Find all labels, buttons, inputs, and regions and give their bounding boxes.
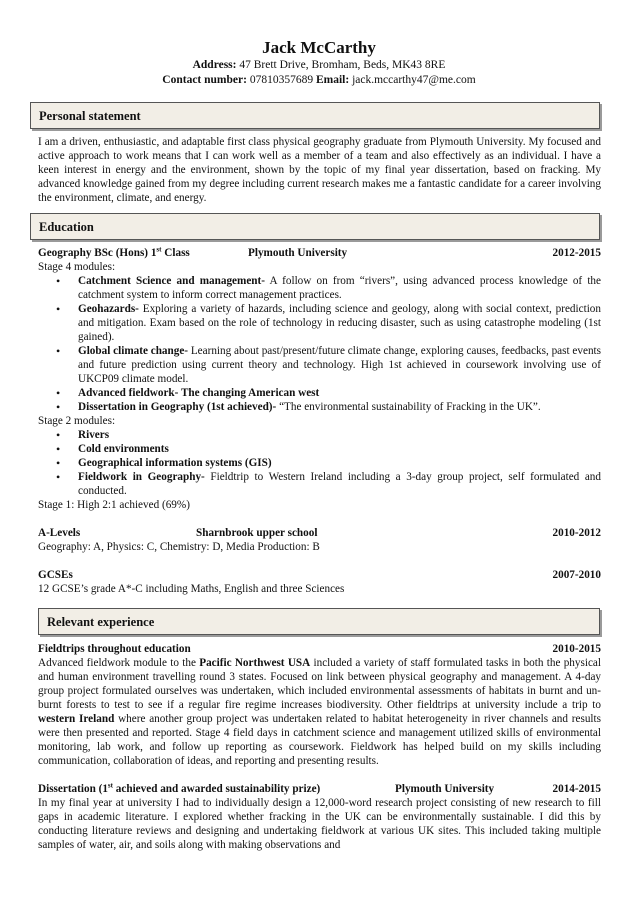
stage2-label: Stage 2 modules: <box>38 415 116 427</box>
section-title: Education <box>39 219 94 234</box>
list-item: • Catchment Science and management- A follow on from “rivers”, using advanced process knowledge of the catchment system to inform correct management practices. <box>38 274 601 302</box>
gcses-detail: 12 GCSE’s grade A*-C including Maths, English and three Sciences <box>38 583 345 595</box>
section-personal-statement <box>30 102 600 129</box>
address-value: 47 Brett Drive, Bromham, Beds, MK43 8RE <box>239 59 446 71</box>
fieldtrips-dates: 2010-2015 <box>552 643 601 655</box>
alevels-dates: 2010-2012 <box>552 527 601 539</box>
alevels-detail: Geography: A, Physics: C, Chemistry: D, Media Production: B <box>38 541 320 553</box>
alevels-institution: Sharnbrook upper school <box>196 527 318 539</box>
fieldtrips-row <box>38 642 601 656</box>
phone-value: 07810357689 <box>249 74 314 86</box>
section-education <box>30 213 600 240</box>
section-relevant-experience <box>38 608 600 635</box>
list-item: • Rivers <box>38 428 601 442</box>
address-line <box>0 58 638 73</box>
degree-dates: 2012-2015 <box>552 247 601 259</box>
personal-statement-text: I am a driven, enthusiastic, and adaptable first class physical geography graduate from Plymouth University. My focused and active approach to work means that I can work well as a member of a team and also effectively as an individual. I have a keen interest in energy and the environment, shown by the topic of my final year dissertation, based on fracking. My advanced knowledge gained from my degree including current research makes me a fantastic candidate for a career involving the environment, climate, and energy. <box>38 136 601 204</box>
list-item: • Fieldwork in Geography- Fieldtrip to Western Ireland including a 3-day group project, self formulated and conducted. <box>38 470 601 498</box>
alevels-row <box>38 526 601 540</box>
dissertation-institution: Plymouth University <box>395 783 495 795</box>
contact-line <box>0 73 638 88</box>
experience-block <box>38 642 601 852</box>
address-label: Address: <box>192 59 237 71</box>
list-item: • Cold environments <box>38 442 601 456</box>
stage2-list <box>38 428 601 498</box>
list-item: • Geographical information systems (GIS) <box>38 456 601 470</box>
alevels-title: A-Levels <box>38 527 81 539</box>
education-block <box>38 246 601 596</box>
fieldtrips-text: Advanced fieldwork module to the Pacific Northwest USA included a variety of staff formulated tasks in both the physical and human environment travelling round 3 states. Focused on link between physical geography and management. A 4-day group project formulated ourselves was undertaken, which included environmental assessments of habitats in burnt and un-burnt forests to test to see if a regular fire regime increases biodiversity. Other fieldtrips at university include a trip to western Ireland where another group project was undertaken related to habitat heterogeneity in river channels and results were then presented and reported. Stage 4 field days in catchment science and management utilized skills of environmental monitoring, lab work, and follow up reporting as coursework. Fieldwork has helped build on my skills including communication, collaboration of ideas, and reporting and presenting results. <box>38 657 601 767</box>
gcses-row <box>38 568 601 582</box>
stage4-label: Stage 4 modules: <box>38 261 116 273</box>
dissertation-text: In my final year at university I had to individually design a 12,000-word research project consisting of new research to fill gaps in academic literature. I explored whether fracking in the UK can be environmentally sustainable. I did this by conducting literature reviews and designing and undertaking fieldwork at various UK sites. This included taking multiple samples of water, air, and soils along with making observations and <box>38 797 601 851</box>
cv-header <box>0 0 638 88</box>
candidate-name: Jack McCarthy <box>262 38 376 57</box>
contact-label: Contact number: <box>162 74 247 86</box>
gcses-dates: 2007-2010 <box>552 569 601 581</box>
list-item: • Global climate change- Learning about past/present/future climate change, exploring causes, feedbacks, past events and future prediction using current theory and technology. High 1st achieved in coursework involving use of UKCP09 climate model. <box>38 344 601 386</box>
stage4-list <box>38 274 601 414</box>
gcses-title: GCSEs <box>38 569 73 581</box>
list-item: • Advanced fieldwork- The changing American west <box>38 386 601 400</box>
degree-row <box>38 246 601 260</box>
degree-institution: Plymouth University <box>248 247 348 259</box>
section-title: Relevant experience <box>47 614 155 629</box>
dissertation-dates: 2014-2015 <box>552 783 601 795</box>
degree-title: Geography BSc (Hons) 1st Class <box>38 245 190 259</box>
email-value: jack.mccarthy47@me.com <box>352 74 476 86</box>
list-item: • Dissertation in Geography (1st achieved)- “The environmental sustainability of Fracking in the UK”. <box>38 400 601 414</box>
dissertation-row <box>38 782 601 796</box>
list-item: • Geohazards- Exploring a variety of hazards, including science and geology, along with social context, prediction and mitigation. Exam based on the role of technology in reducing disaster, such as using catastrophe modeling (1st gained). <box>38 302 601 344</box>
section-title: Personal statement <box>39 108 141 123</box>
stage1-summary: Stage 1: High 2:1 achieved (69%) <box>38 499 190 511</box>
email-label: Email: <box>315 74 350 86</box>
fieldtrips-title: Fieldtrips throughout education <box>38 643 191 655</box>
dissertation-title: Dissertation (1st achieved and awarded sustainability prize) <box>38 781 321 795</box>
